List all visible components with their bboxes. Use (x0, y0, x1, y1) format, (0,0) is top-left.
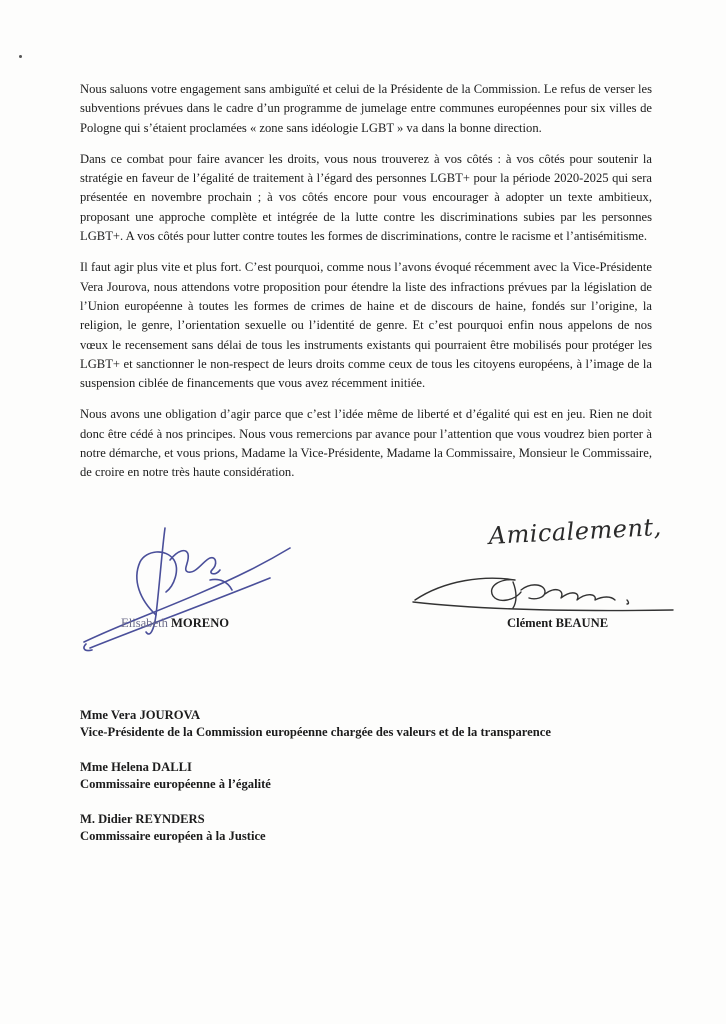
signatory-moreno-first: Elisabeth (121, 616, 168, 630)
paragraph-1: Nous saluons votre engagement sans ambiguïté et celui de la Présidente de la Commission. Le refus de verser les subventions prévues dans le cadre d’un programme de jumelage entre communes européennes pour six villes de Pologne qui s’étaient proclamées « zone sans idéologie LGBT » va dans la bonne direction. (80, 82, 652, 135)
signature-moreno-graphic (70, 520, 300, 670)
recipient-name: Mme Vera JOUROVA (80, 708, 201, 722)
recipient-title: Commissaire européen à la Justice (80, 829, 266, 843)
recipient-3 (80, 811, 640, 845)
recipient-title: Vice-Présidente de la Commission européenne chargée des valeurs et de la transparence (80, 725, 551, 739)
recipient-2 (80, 759, 640, 793)
paragraph-4: Nous avons une obligation d’agir parce que c’est l’idée même de liberté et d’égalité qui est en jeu. Rien ne doit donc être cédé à nos principes. Nous vous remercions par avance pour l’attention que vous voudrez bien porter à notre démarche, et vous prions, Madame la Vice-Présidente, Madame la Commissaire, Monsieur le Commissaire, de croire en notre très haute considération. (80, 407, 652, 480)
letter-body (80, 80, 652, 495)
recipient-name: M. Didier REYNDERS (80, 812, 205, 826)
signatory-moreno (121, 616, 229, 631)
paragraph-2: Dans ce combat pour faire avancer les droits, vous nous trouverez à vos côtés : à vos côtés pour soutenir la stratégie en faveur de l’égalité de traitement à l’égard des personnes LGBT+ pour la période 2020-2025 qui sera présentée en novembre prochain ; à vos côtés encore pour vous encourager à adopter un texte ambitieux, proposant une approche complète et intégrée de la lutte contre les discriminations subies par les personnes LGBT+. A vos côtés pour lutter contre toutes les formes de discriminations, contre le racisme et l’antisémitisme. (80, 151, 652, 244)
signature-moreno (70, 520, 300, 670)
signature-beaune-graphic (405, 520, 695, 620)
paragraph-3: Il faut agir plus vite et plus fort. C’est pourquoi, comme nous l’avons évoqué récemment avec la Vice-Présidente Vera Jourova, nous attendons votre proposition pour étendre la liste des infractions prévues par la législation de l’Union européenne à toutes les formes de crimes de haine et de discours de haine, fondés sur l’origine, la religion, le genre, l’orientation sexuelle ou l’identité de genre. Et c’est pourquoi enfin nous appelons de nos vœux le recensement sans délai de tous les instruments existants qui pourraient être mobilisés pour protéger les LGBT+ et sanctionner le non-respect de leurs droits comme ceux de tous les citoyens européens, à l’image de la suspension ciblée de financements que vous avez récemment initiée. (80, 260, 652, 391)
signatory-moreno-last: MORENO (171, 616, 230, 630)
scan-speck (19, 55, 22, 58)
signatory-beaune: Clément BEAUNE (507, 616, 609, 630)
closing-handwritten: Amicalement, (488, 512, 663, 550)
recipient-1 (80, 707, 640, 741)
recipient-name: Mme Helena DALLI (80, 760, 192, 774)
recipients-block (80, 707, 640, 863)
signature-beaune (405, 520, 695, 620)
recipient-title: Commissaire européenne à l’égalité (80, 777, 271, 791)
